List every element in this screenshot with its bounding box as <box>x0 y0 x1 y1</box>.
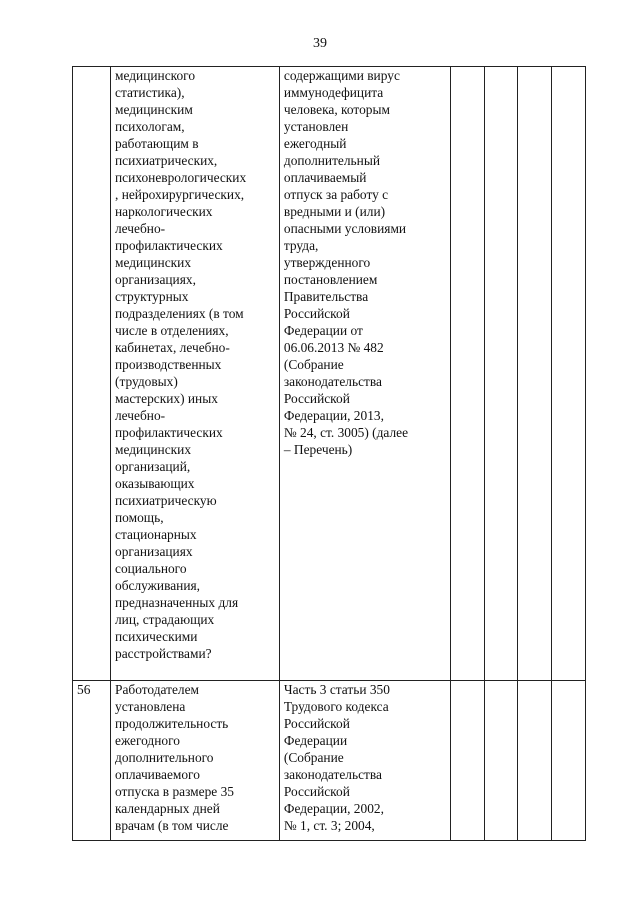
basis-line: установлен <box>283 119 349 134</box>
question-line: лечебно- <box>115 408 166 423</box>
question-line: профилактических <box>115 238 223 253</box>
question-line: социального <box>115 561 187 576</box>
basis-line: (Собрание <box>283 357 344 372</box>
answer-no-cell <box>484 681 518 841</box>
question-line: лиц, страдающих <box>115 612 215 627</box>
basis-line: оплачиваемый <box>283 170 367 185</box>
question-line: организаций, <box>115 459 191 474</box>
basis-line: содержащими вирус <box>283 68 400 83</box>
basis-cell <box>279 681 450 841</box>
question-line: кабинетах, лечебно- <box>115 340 230 355</box>
question-line: медицинских <box>115 442 192 457</box>
checklist-table <box>72 66 586 841</box>
basis-line: опасными условиями <box>283 221 407 236</box>
question-line: мастерских) иных <box>115 391 218 406</box>
question-line: организациях <box>115 544 193 559</box>
question-line: обслуживания, <box>115 578 200 593</box>
question-line: медицинского <box>115 68 196 83</box>
basis-line: – Перечень) <box>283 442 353 457</box>
question-line: оплачиваемого <box>115 767 200 782</box>
basis-cell <box>279 67 450 681</box>
basis-line: Российской <box>283 716 350 731</box>
basis-line: вредными и (или) <box>283 204 386 219</box>
basis-line: законодательства <box>283 767 382 782</box>
question-line: медицинских <box>115 255 192 270</box>
basis-line: Федерации, 2013, <box>283 408 384 423</box>
page-number: 39 <box>313 36 327 51</box>
basis-line: Трудового кодекса <box>283 699 389 714</box>
question-line: психоневрологических <box>115 170 247 185</box>
question-line: организациях, <box>115 272 196 287</box>
basis-line: отпуск за работу с <box>283 187 389 202</box>
question-cell <box>111 681 280 841</box>
basis-line: утвержденного <box>283 255 371 270</box>
row-number-cell <box>73 67 111 681</box>
basis-line: Правительства <box>283 289 369 304</box>
basis-line: иммунодефицита <box>283 85 384 100</box>
answer-na-cell <box>518 67 552 681</box>
question-line: оказывающих <box>115 476 195 491</box>
answer-yes-cell <box>450 681 484 841</box>
question-line: дополнительного <box>115 750 214 765</box>
question-line: отпуска в размере 35 <box>115 784 234 799</box>
basis-line: Часть 3 статьи 350 <box>283 682 390 697</box>
question-line: профилактических <box>115 425 223 440</box>
question-line: ежегодного <box>115 733 180 748</box>
basis-line: № 24, ст. 3005) (далее <box>283 425 409 440</box>
question-line: психологам, <box>115 119 185 134</box>
question-line: числе в отделениях, <box>115 323 229 338</box>
question-cell <box>111 67 280 681</box>
basis-line: Российской <box>283 391 350 406</box>
question-line: календарных дней <box>115 801 220 816</box>
question-line: (трудовых) <box>115 374 178 389</box>
question-line: установлена <box>115 699 186 714</box>
question-line: наркологических <box>115 204 213 219</box>
basis-line: Российской <box>283 306 350 321</box>
question-line: структурных <box>115 289 189 304</box>
question-line: работающим в <box>115 136 199 151</box>
answer-no-cell <box>484 67 518 681</box>
table-row <box>73 681 586 841</box>
basis-line: дополнительный <box>283 153 380 168</box>
table-row <box>73 67 586 681</box>
question-line: помощь, <box>115 510 164 525</box>
question-line: продолжительность <box>115 716 229 731</box>
basis-line: Федерации от <box>283 323 363 338</box>
question-line: , нейрохирургических, <box>115 187 245 202</box>
question-line: подразделениях (в том <box>115 306 244 321</box>
question-line: лечебно- <box>115 221 166 236</box>
row-number-cell: 56 <box>73 681 111 841</box>
note-cell <box>552 681 586 841</box>
question-line: расстройствами? <box>115 646 212 661</box>
question-line: психическими <box>115 629 198 644</box>
basis-line: 06.06.2013 № 482 <box>283 340 384 355</box>
basis-line: человека, которым <box>283 102 390 117</box>
basis-line: ежегодный <box>283 136 347 151</box>
question-line: статистика), <box>115 85 185 100</box>
answer-na-cell <box>518 681 552 841</box>
question-line: Работодателем <box>115 682 200 697</box>
note-cell <box>552 67 586 681</box>
answer-yes-cell <box>450 67 484 681</box>
question-line: психиатрическую <box>115 493 217 508</box>
question-line: врачам (в том числе <box>115 818 229 833</box>
basis-line: Федерации <box>283 733 348 748</box>
basis-line: труда, <box>283 238 319 253</box>
question-line: стационарных <box>115 527 197 542</box>
basis-line: Российской <box>283 784 350 799</box>
question-line: психиатрических, <box>115 153 218 168</box>
basis-line: № 1, ст. 3; 2004, <box>283 818 375 833</box>
basis-line: постановлением <box>283 272 378 287</box>
question-line: предназначенных для <box>115 595 239 610</box>
basis-line: Федерации, 2002, <box>283 801 384 816</box>
basis-line: законодательства <box>283 374 382 389</box>
question-line: медицинским <box>115 102 193 117</box>
basis-line: (Собрание <box>283 750 344 765</box>
question-line: производственных <box>115 357 222 372</box>
